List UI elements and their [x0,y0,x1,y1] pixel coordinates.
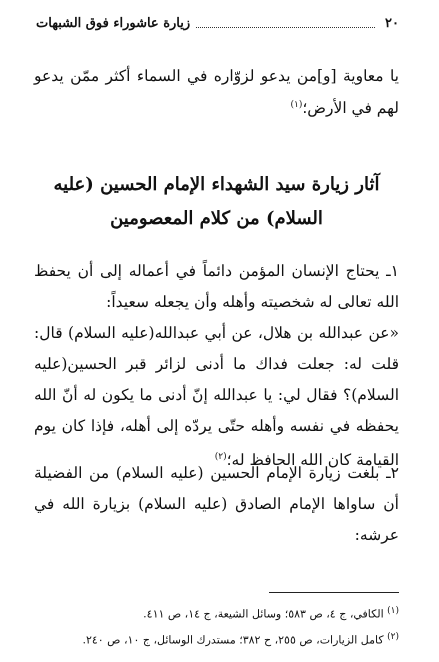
page-number: ٢٠ [385,15,399,31]
hadith-quote [34,318,399,476]
footnote-text: كامل الزيارات، ص ٢٥٥، ح ٣٨٢؛ مستدرك الوسائل، ج ١٠، ص ٢٤٠. [82,633,384,647]
footnote [34,626,399,652]
footnote-number: (١) [387,606,399,616]
footnote [34,600,399,626]
running-header [36,12,399,34]
footnote-number: (٢) [387,631,399,642]
footnote-text: الكافي، ج ٤، ص ٥٨٣؛ وسائل الشيعة، ج ١٤، ص ٤١١. [143,607,384,621]
paragraph-intro: ١ـ يحتاج الإنسان المؤمن دائماً في أعماله إلى أن يحفظ الله تعالى له شخصيته وأهله وأن يجعله سعيداً: [34,262,399,311]
paragraph-second-point: ٢ـ بلغت زيارة الإمام الحسين (عليه السلام) من الفضيلة أن ساواها الإمام الصادق (عليه السلام) بزيارة الله في عرشه: [34,464,399,544]
footnote-ref: (١) [290,100,303,110]
footnote-ref: (٢) [214,452,227,462]
paragraph-continuation [34,62,399,123]
header-dotted-leader [196,19,375,28]
section-heading: آثار زيارة سيد الشهداء الإمام الحسين (عليه السلام) من كلام المعصومين [53,174,380,229]
quote-text: «عن عبدالله بن هلال، عن أبي عبدالله(عليه السلام) قال: قلت له: جعلت فداك ما أدنى لزائر قبر الحسين(عليه السلام)؟ فقال لي: يا عبدالله إنّ أدنى ما يكون له أنّ الله يحفظه في نفسه وأهله حتّى يردّه إلى أهله، فإذا كان يوم القيامة كان الله الحافظ له؛ [34,324,399,470]
paragraph-first-point [34,256,399,476]
running-title: زيارة عاشوراء فوق الشبهات [36,15,191,31]
paragraph-text: يا معاوية [و]من يدعو لزوّاره في السماء أكثر ممّن يدعو لهم في الأرض؛ [34,67,399,118]
footnote-separator [269,592,399,593]
footnotes [34,600,399,651]
